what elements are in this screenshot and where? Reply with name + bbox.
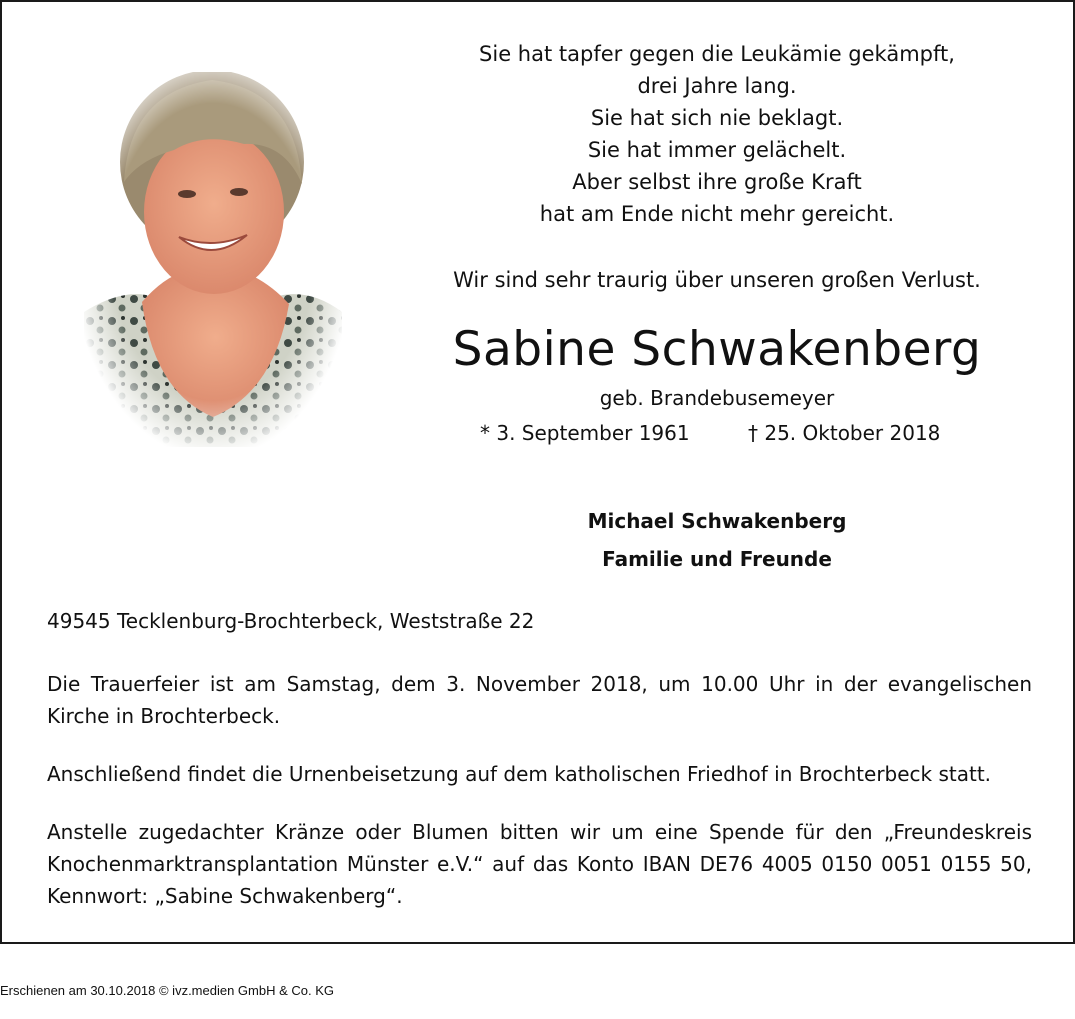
mourner-line: Michael Schwakenberg [587,509,847,533]
publication-footer: Erschienen am 30.10.2018 © ivz.medien GmbH & Co. KG [0,983,335,998]
deceased-name: Sabine Schwakenberg [452,322,982,377]
address: 49545 Tecklenburg-Brochterbeck, Weststraße 22 [47,609,535,633]
birth-date: * 3. September 1961 [480,421,690,445]
donation-paragraph: Anstelle zugedachter Kränze oder Blumen bitten wir um eine Spende für den „Freundeskreis Knochenmarktransplantation Münster e.V.“ auf das Konto IBAN DE76 4005 0150 0051 0155 50, Kennwort: „Sabine Schwakenberg“. [47,820,1032,908]
poem-line: hat am Ende nicht mehr gereicht. [539,202,895,226]
poem-line: Aber selbst ihre große Kraft [572,170,862,194]
poem-line: Sie hat immer gelächelt. [587,138,847,162]
burial-paragraph: Anschließend findet die Urnenbeisetzung auf dem katholischen Friedhof in Brochterbeck statt. [47,762,992,786]
death-date: † 25. Oktober 2018 [748,421,941,445]
poem [417,38,1017,230]
poem-line: Sie hat tapfer gegen die Leukämie gekämpft, [479,42,955,66]
portrait-photo [84,72,342,447]
funeral-paragraph: Die Trauerfeier ist am Samstag, dem 3. November 2018, um 10.00 Uhr in der evangelischen Kirche in Brochterbeck. [47,672,1032,728]
poem-line: Sie hat sich nie beklagt. [590,106,844,130]
birth-name: geb. Brandebusemeyer [599,386,835,410]
loss-statement: Wir sind sehr traurig über unseren großen Verlust. [453,268,981,292]
mourner-line: Familie und Freunde [602,547,832,571]
poem-line: drei Jahre lang. [637,74,797,98]
mourners [417,502,1017,578]
